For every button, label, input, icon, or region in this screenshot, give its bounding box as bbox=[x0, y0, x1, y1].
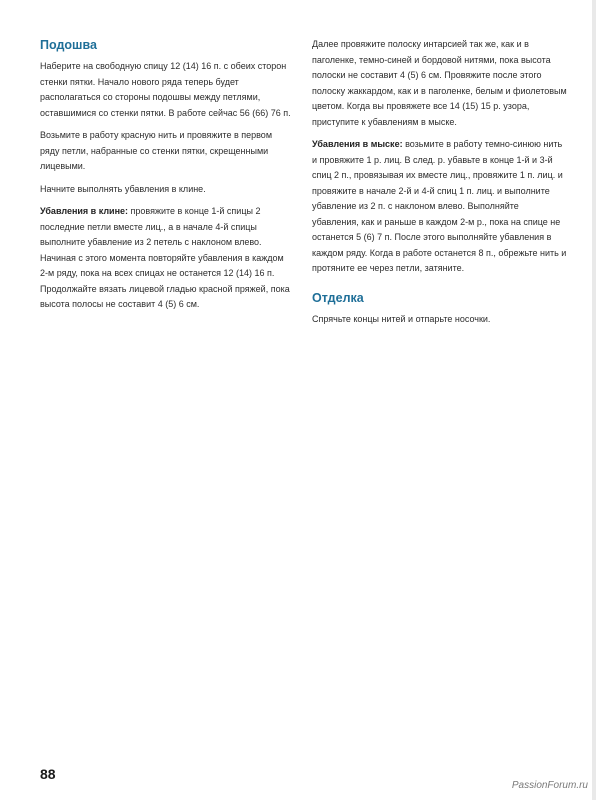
sole-paragraph-2: Возьмите в работу красную нить и провяжите в первом ряду петли, набранные со стенки пятки, скрещенными лицевыми. bbox=[40, 130, 273, 171]
intarsia-paragraph: Далее провяжите полоску интарсией так же, как и в паголенке, темно-синей и бордовой нитями, пока высота полоски не составит 4 (5) 6 см. Провяжите после этого полоску жаккардом, как и в паголенке, белым и фиолетовым цветом. Когда вы провяжете все 14 (15) 15 р. узора, приступите к убавлениям в мыске. bbox=[312, 39, 567, 127]
toe-decrease-paragraph bbox=[312, 137, 568, 277]
finishing-paragraph: Спрячьте концы нитей и отпарьте носочки. bbox=[312, 313, 491, 324]
right-column bbox=[312, 37, 568, 334]
toe-decrease-text: возьмите в работу темно-синюю нить и провяжите 1 р. лиц. В след. р. убавьте в конце 1-й и 3-й спиц 2 п., провязывая их вместе лиц., провяжите 1 п. лиц. и провяжите в начале 2-й и 4-й спиц 1 п. лиц. и выполните убавление из 2 п. с наклоном влево. Выполняйте убавления, как и раньше в каждом 2-м р., пока на спице не останется 5 (6) 7 п. После этого выполняйте убавления в каждом ряду. Когда в работе останется 8 п., обрежьте нить и протяните ее через петли, затяните. bbox=[312, 139, 567, 273]
page-number: 88 bbox=[40, 766, 56, 782]
wedge-decrease-lead: Убавления в клине: bbox=[40, 206, 129, 216]
toe-decrease-lead: Убавления в мыске: bbox=[312, 139, 403, 149]
sole-paragraph-1: Наберите на свободную спицу 12 (14) 16 п. с обеих сторон стенки пятки. Начало нового ряда теперь будет располагаться со стороны подошвы между петлями, оставшимися со стенки пятки. В работе сейчас 56 (66) 76 п. bbox=[40, 61, 291, 118]
wedge-decrease-text: провяжите в конце 1-й спицы 2 последние петли вместе лиц., а в начале 4-й спицы выполните убавление из 2 петель с наклоном влево. Начиная с этого момента повторяйте убавления в каждом 2-м ряду, пока на всех спицах не останется 12 (14) 16 п. Продолжайте вязать лицевой гладью красной пряжей, пока высота полосы не составит 4 (5) 6 см. bbox=[40, 206, 290, 309]
watermark: PassionForum.ru bbox=[511, 780, 588, 791]
finishing-heading: Отделка bbox=[312, 290, 364, 305]
wedge-decrease-paragraph bbox=[40, 204, 292, 313]
page-spine-shadow bbox=[592, 0, 596, 800]
sole-heading: Подошва bbox=[40, 38, 97, 52]
left-column bbox=[40, 38, 292, 320]
sole-paragraph-3: Начните выполнять убавления в клине. bbox=[40, 183, 206, 194]
